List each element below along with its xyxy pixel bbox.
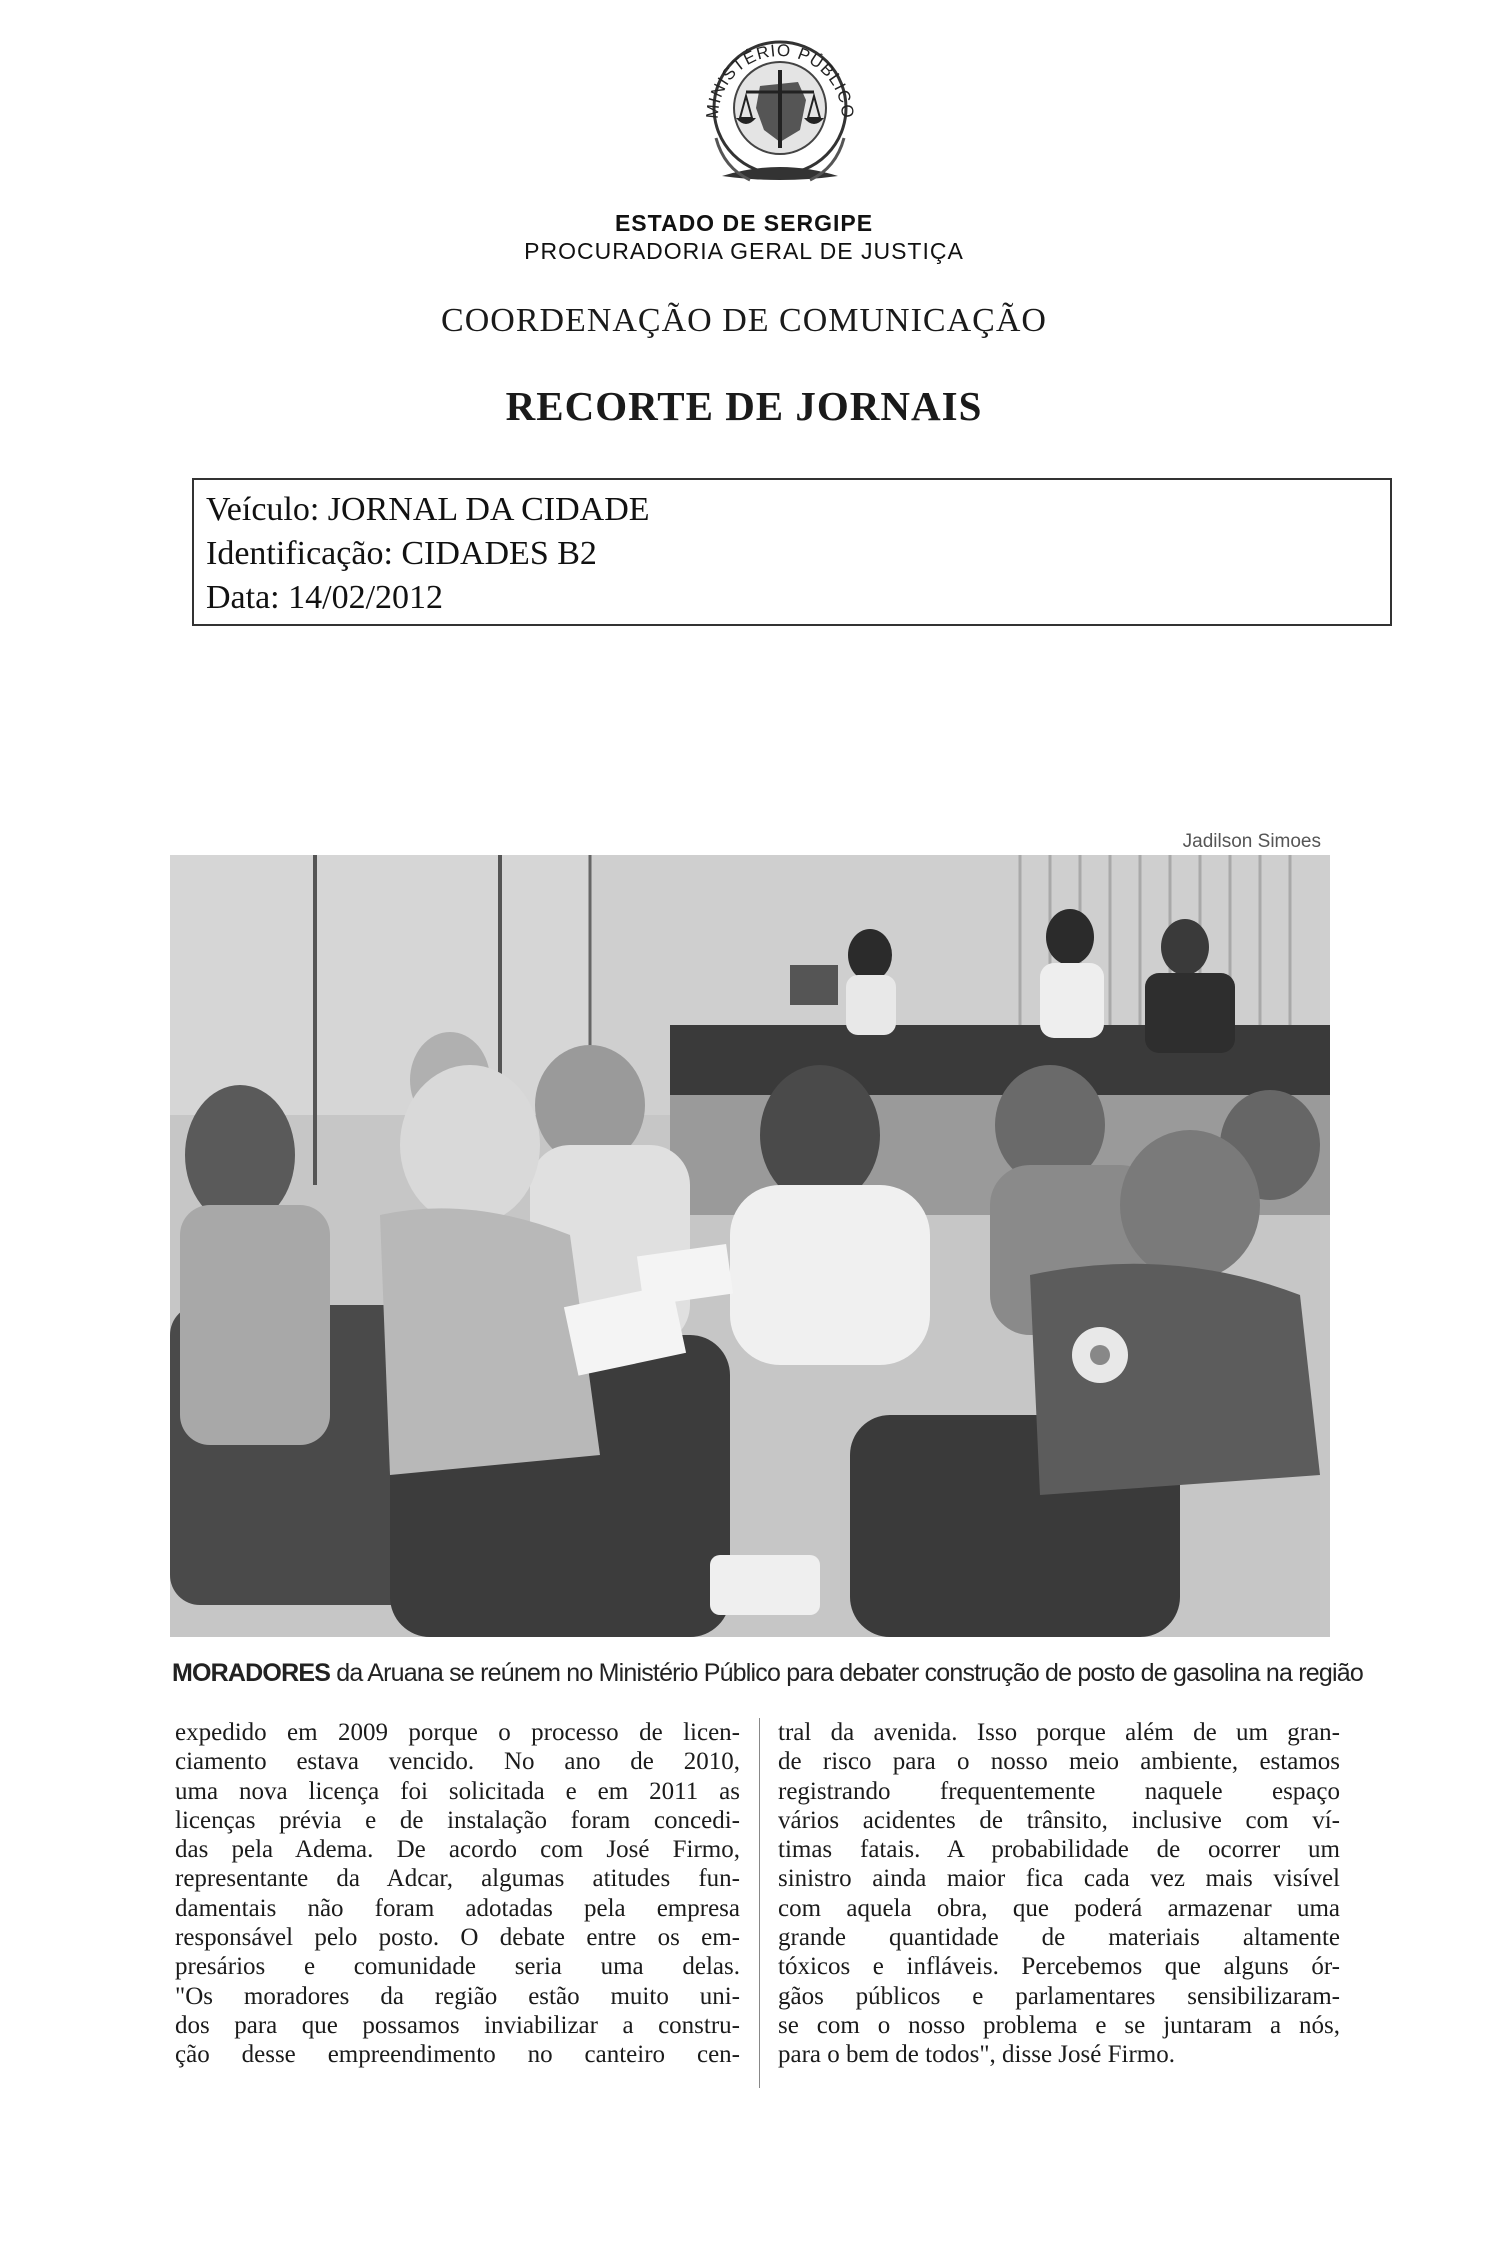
column-divider xyxy=(759,1718,760,2088)
article-line: vários acidentes de trânsito, inclusive com ví- xyxy=(778,1806,1340,1834)
ministerio-publico-seal xyxy=(680,8,880,208)
meeting-photo xyxy=(170,855,1330,1637)
office-name: PROCURADORIA GERAL DE JUSTIÇA xyxy=(524,238,964,264)
vehicle-line: Veículo: JORNAL DA CIDADE xyxy=(206,491,650,528)
article-line: ção desse empreendimento no canteiro cen- xyxy=(175,2041,740,2069)
article-line: tral da avenida. Isso porque além de um gran- xyxy=(778,1719,1340,1746)
article-line: "Os moradores da região estão muito uni- xyxy=(175,1982,740,2010)
identification-line: Identificação: CIDADES B2 xyxy=(206,535,597,572)
article-column-1 xyxy=(175,1718,740,2070)
state-name: ESTADO DE SERGIPE xyxy=(614,210,874,236)
photo-caption xyxy=(172,1655,1363,1691)
caption-text: da Aruana se reúnem no Ministério Público para debater construção de posto de gasolina na região xyxy=(330,1659,1363,1687)
article-line: expedido em 2009 porque o processo de licen- xyxy=(175,1719,740,1746)
article-line: representante da Adcar, algumas atitudes fun- xyxy=(175,1865,740,1893)
article-line: com aquela obra, que poderá armazenar uma xyxy=(778,1894,1340,1922)
article-line: de risco para o nosso meio ambiente, estamos xyxy=(778,1748,1340,1776)
clipping-info-box xyxy=(192,478,1392,626)
svg-text:MINISTÉRIO PÚBLICO: MINISTÉRIO PÚBLICO xyxy=(702,40,858,120)
page-title: RECORTE DE JORNAIS xyxy=(505,383,983,429)
article-line: se com o nosso problema e se juntaram a nós, xyxy=(778,2011,1340,2039)
article-line: tóxicos e infláveis. Percebemos que alguns ór- xyxy=(778,1953,1340,1981)
article-line: sinistro ainda maior fica cada vez mais visível xyxy=(778,1865,1340,1893)
article-line: presários e comunidade seria uma delas. xyxy=(175,1953,740,1981)
article-line: registrando frequentemente naquele espaço xyxy=(778,1777,1340,1805)
article-line: ciamento estava vencido. No ano de 2010, xyxy=(175,1748,740,1776)
article-column-2 xyxy=(778,1718,1340,2070)
department-title: COORDENAÇÃO DE COMUNICAÇÃO xyxy=(441,302,1047,339)
caption-lead: MORADORES xyxy=(172,1659,331,1687)
article-line: licenças prévia e de instalação foram concedi- xyxy=(175,1806,740,1834)
article-line: das pela Adema. De acordo com José Firmo, xyxy=(175,1836,740,1864)
article-line: damentais não foram adotadas pela empresa xyxy=(175,1894,740,1922)
article-line: para o bem de todos", disse José Firmo. xyxy=(778,2041,1175,2069)
article-line: timas fatais. A probabilidade de ocorrer um xyxy=(778,1836,1340,1864)
photo-credit: Jadilson Simoes xyxy=(1182,831,1321,852)
article-line: uma nova licença foi solicitada e em 2011 as xyxy=(175,1777,740,1805)
article-line: grande quantidade de materiais altamente xyxy=(778,1924,1340,1952)
article-line: gãos públicos e parlamentares sensibilizaram- xyxy=(778,1982,1340,2010)
date-line: Data: 14/02/2012 xyxy=(206,579,444,616)
article-line: responsável pelo posto. O debate entre os em- xyxy=(175,1924,740,1952)
article-line: dos para que possamos inviabilizar a constru- xyxy=(175,2011,740,2039)
